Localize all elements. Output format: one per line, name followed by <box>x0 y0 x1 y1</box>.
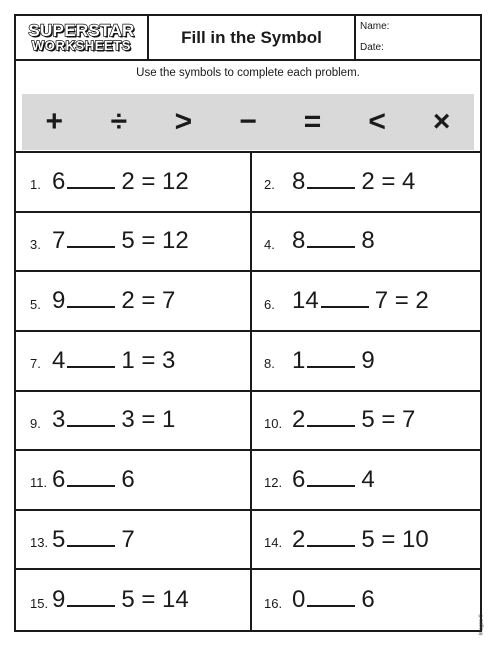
left-operand: 8 <box>292 167 306 195</box>
problem-expression <box>52 526 135 554</box>
problem-2 <box>252 153 480 213</box>
left-operand: 5 <box>52 525 66 553</box>
symbol-greater-than: > <box>174 105 193 138</box>
right-side: 5 = 12 <box>121 227 189 255</box>
answer-blank[interactable] <box>67 529 115 547</box>
right-side: 9 <box>361 346 375 374</box>
logo-line-1: SUPERSTAR <box>28 21 135 40</box>
problem-number: 6. <box>264 296 275 312</box>
left-operand: 14 <box>292 287 319 315</box>
problem-number: 3. <box>30 236 41 252</box>
symbol-bank <box>22 94 474 150</box>
problem-number: 14. <box>264 535 283 551</box>
answer-blank[interactable] <box>307 529 355 547</box>
name-label: Name: <box>360 21 390 32</box>
answer-blank[interactable] <box>307 171 355 189</box>
left-operand: 9 <box>52 586 66 614</box>
answer-blank[interactable] <box>67 350 115 368</box>
left-operand: 4 <box>52 346 66 374</box>
right-side: 2 = 7 <box>121 287 176 315</box>
problem-number: 8. <box>264 356 275 372</box>
left-operand: 6 <box>292 465 306 493</box>
problem-13 <box>16 511 252 571</box>
answer-blank[interactable] <box>67 469 115 487</box>
symbol-times: × <box>432 105 451 138</box>
left-operand: 2 <box>292 525 306 553</box>
answer-blank[interactable] <box>307 469 355 487</box>
problem-7 <box>16 332 252 392</box>
problem-expression <box>292 526 429 554</box>
left-operand: 6 <box>52 167 66 195</box>
answer-blank[interactable] <box>67 171 115 189</box>
left-operand: 3 <box>52 406 66 434</box>
left-operand: 2 <box>292 406 306 434</box>
answer-blank[interactable] <box>67 409 115 427</box>
problem-expression <box>292 347 375 375</box>
problem-8 <box>252 332 480 392</box>
logo <box>16 16 149 59</box>
worksheet <box>14 14 484 636</box>
left-operand: 8 <box>292 227 306 255</box>
answer-blank[interactable] <box>307 589 355 607</box>
problem-expression <box>52 586 189 614</box>
problem-number: 7. <box>30 356 41 372</box>
problem-number: 9. <box>30 415 41 431</box>
symbol-plus: + <box>45 105 64 138</box>
problem-number: 2. <box>264 177 275 193</box>
left-operand: 9 <box>52 287 66 315</box>
problem-10 <box>252 392 480 452</box>
answer-blank[interactable] <box>307 350 355 368</box>
right-side: 1 = 3 <box>121 346 176 374</box>
copyright: Images © <box>478 614 484 636</box>
problem-4 <box>252 213 480 273</box>
problem-expression <box>52 347 175 375</box>
answer-blank[interactable] <box>67 589 115 607</box>
problem-5 <box>16 272 252 332</box>
right-side: 6 <box>121 465 135 493</box>
name-date-box <box>356 16 480 59</box>
problem-15 <box>16 570 252 630</box>
answer-blank[interactable] <box>67 230 115 248</box>
problem-11 <box>16 451 252 511</box>
right-side: 8 <box>361 227 375 255</box>
right-side: 2 = 4 <box>361 167 416 195</box>
problem-expression <box>52 227 189 255</box>
answer-blank[interactable] <box>321 290 369 308</box>
logo-line-2: WORKSHEETS <box>31 38 132 53</box>
left-operand: 7 <box>52 227 66 255</box>
problem-number: 4. <box>264 236 275 252</box>
problem-12 <box>252 451 480 511</box>
symbol-equals: = <box>303 105 322 138</box>
problem-expression <box>292 227 375 255</box>
right-side: 5 = 10 <box>361 525 429 553</box>
right-side: 5 = 14 <box>121 586 189 614</box>
problem-number: 12. <box>264 475 283 491</box>
problem-9 <box>16 392 252 452</box>
answer-blank[interactable] <box>307 409 355 427</box>
left-operand: 6 <box>52 465 66 493</box>
symbol-less-than: < <box>368 105 386 138</box>
left-operand: 0 <box>292 586 306 614</box>
problem-number: 5. <box>30 296 41 312</box>
problem-expression <box>292 406 415 434</box>
problem-number: 10. <box>264 415 283 431</box>
instructions: Use the symbols to complete each problem. <box>136 67 360 79</box>
problem-expression <box>52 406 175 434</box>
problem-6 <box>252 272 480 332</box>
problem-number: 1. <box>30 177 41 193</box>
page-title: Fill in the Symbol <box>149 16 356 59</box>
symbol-minus: − <box>239 105 257 138</box>
problem-1 <box>16 153 252 213</box>
right-side: 6 <box>361 586 375 614</box>
problem-expression <box>52 287 175 315</box>
problem-expression <box>292 466 375 494</box>
problem-expression <box>52 168 189 196</box>
right-side: 7 <box>121 525 135 553</box>
problem-expression <box>52 466 135 494</box>
date-label: Date: <box>360 42 384 53</box>
answer-blank[interactable] <box>307 230 355 248</box>
problem-number: 15. <box>30 595 49 611</box>
problem-3 <box>16 213 252 273</box>
left-operand: 1 <box>292 346 306 374</box>
problem-expression <box>292 168 415 196</box>
problem-number: 13. <box>30 535 49 551</box>
problem-expression <box>292 586 375 614</box>
right-side: 7 = 2 <box>374 287 429 315</box>
problem-expression <box>292 287 429 315</box>
problem-number: 11. <box>30 475 48 491</box>
problem-grid <box>16 151 480 630</box>
problem-number: 16. <box>264 595 283 611</box>
right-side: 5 = 7 <box>361 406 416 434</box>
right-side: 4 <box>361 465 375 493</box>
symbol-divide: ÷ <box>110 105 128 138</box>
problem-14 <box>252 511 480 571</box>
right-side: 2 = 12 <box>121 167 189 195</box>
answer-blank[interactable] <box>67 290 115 308</box>
header <box>16 16 480 61</box>
problem-16 <box>252 570 480 630</box>
right-side: 3 = 1 <box>121 406 176 434</box>
